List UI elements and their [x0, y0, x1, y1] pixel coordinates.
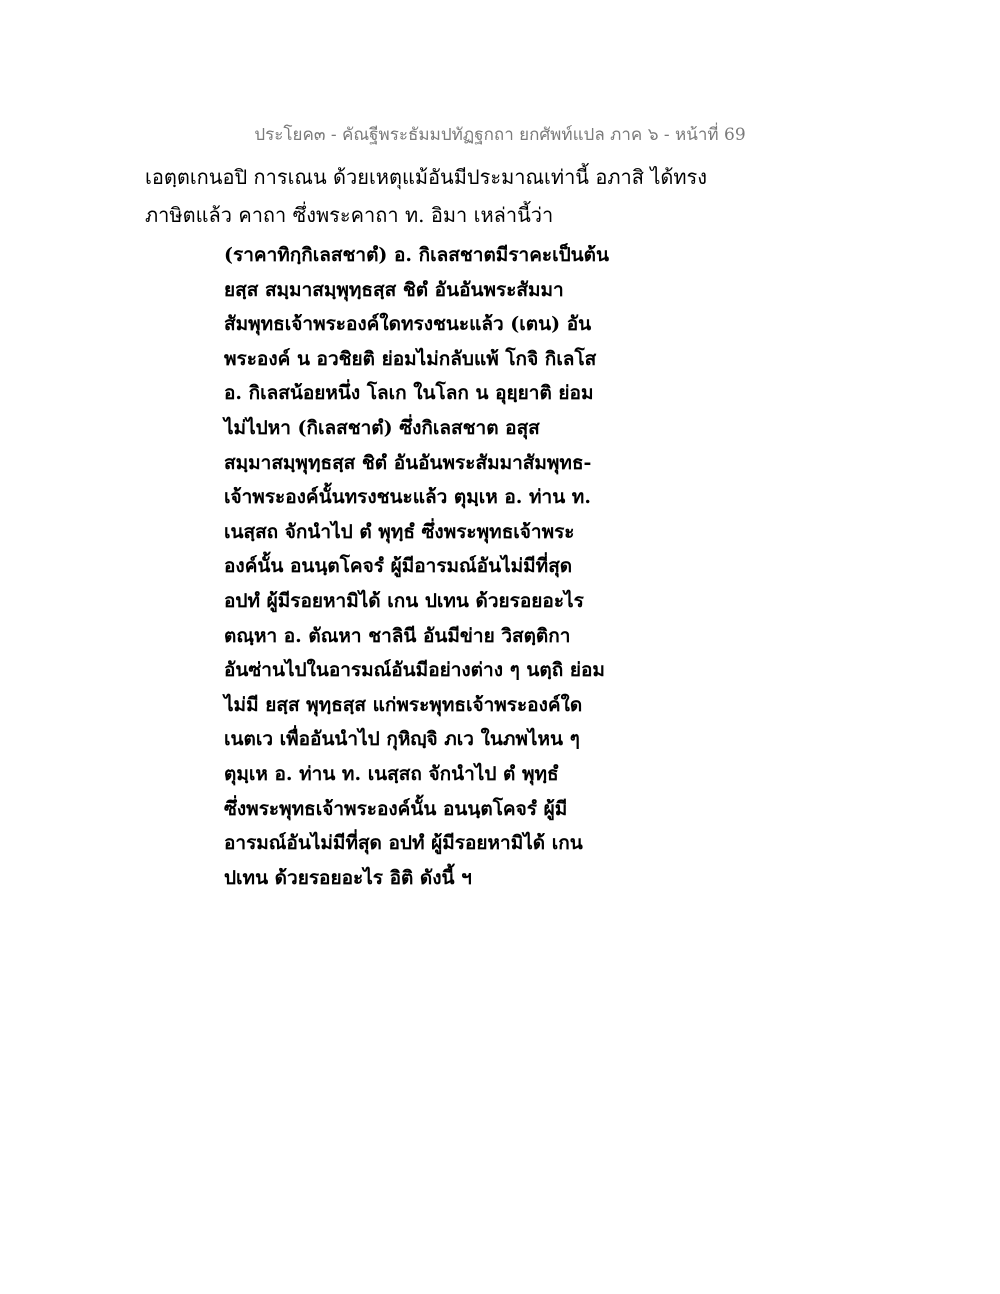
- intro-paragraph: [145, 158, 865, 234]
- intro-line: ภาษิตแล้ว คาถา ซึ่งพระคาถา ท. อิมา เหล่านี้ว่า: [145, 203, 554, 227]
- verse-line: ยสฺส สมฺมาสมฺพุทฺธสฺส ชิตํ อันอันพระสัมมา: [224, 278, 564, 301]
- verse-line: ปเทน ด้วยรอยอะไร อิติ ดังนี้ ฯ: [224, 866, 472, 889]
- page-header: ประโยค๓ - คัณฐีพระธัมมปทัฏฐกถา ยกศัพท์แปล ภาค ๖ - หน้าที่ 69: [254, 125, 746, 145]
- verse-line: (ราคาทิกฺกิเลสชาตํ) อ. กิเลสชาตมีราคะเป็นต้น: [224, 244, 609, 266]
- verse-line: เนสฺสถ จักนำไป ตํ พุทฺธํ ซึ่งพระพุทธเจ้าพระ: [224, 520, 575, 543]
- verse-line: พระองค์ น อวชิยติ ย่อมไม่กลับแพ้ โกจิ กิเลโส: [224, 347, 597, 370]
- verse-line: ไม่มี ยสฺส พุทฺธสฺส แก่พระพุทธเจ้าพระองค์ใด: [224, 693, 583, 716]
- verse-line: ตุมฺเห อ. ท่าน ท. เนสฺสถ จักนำไป ตํ พุทฺธํ: [224, 762, 559, 785]
- verse-line: เจ้าพระองค์นั้นทรงชนะแล้ว ตุมฺเห อ. ท่าน ท.: [224, 486, 591, 509]
- verse-line: อปทํ ผู้มีรอยหามิได้ เกน ปเทน ด้วยรอยอะไร: [224, 589, 584, 612]
- intro-line: เอตฺตเกนอปิ การเณน ด้วยเหตุแม้อันมีประมาณเท่านี้ อภาสิ ได้ทรง: [145, 165, 708, 189]
- verse-line: เนตเว เพื่ออันนำไป กุหิญฺจิ ภเว ในภพไหน ๆ: [224, 728, 580, 751]
- verse-line: อารมณ์อันไม่มีที่สุด อปทํ ผู้มีรอยหามิได้ เกน: [224, 832, 583, 855]
- verse-line: สมฺมาสมฺพุทฺธสฺส ชิตํ อันอันพระสัมมาสัมพุทธ-: [224, 451, 592, 474]
- verse-line: อันซ่านไปในอารมณ์อันมีอย่างต่าง ๆ นตฺถิ ย่อม: [224, 659, 605, 682]
- verse-line: อ. กิเลสน้อยหนึ่ง โลเก ในโลก น อุยฺยาติ ย่อม: [224, 382, 594, 405]
- verse-line: องค์นั้น อนนฺตโคจรํ ผู้มีอารมณ์อันไม่มีที่สุด: [224, 555, 573, 578]
- verse-block: [224, 238, 824, 895]
- verse-line: สัมพุทธเจ้าพระองค์ใดทรงชนะแล้ว (เตน) อัน: [224, 313, 592, 336]
- verse-line: ตณฺหา อ. ตัณหา ชาลินี อันมีข่าย วิสตฺติกา: [224, 624, 571, 647]
- verse-line: ไม่ไปหา (กิเลสชาตํ) ซึ่งกิเลสชาต อสุส: [224, 416, 540, 439]
- verse-line: ซึ่งพระพุทธเจ้าพระองค์นั้น อนนฺตโคจรํ ผู้มี: [224, 797, 568, 820]
